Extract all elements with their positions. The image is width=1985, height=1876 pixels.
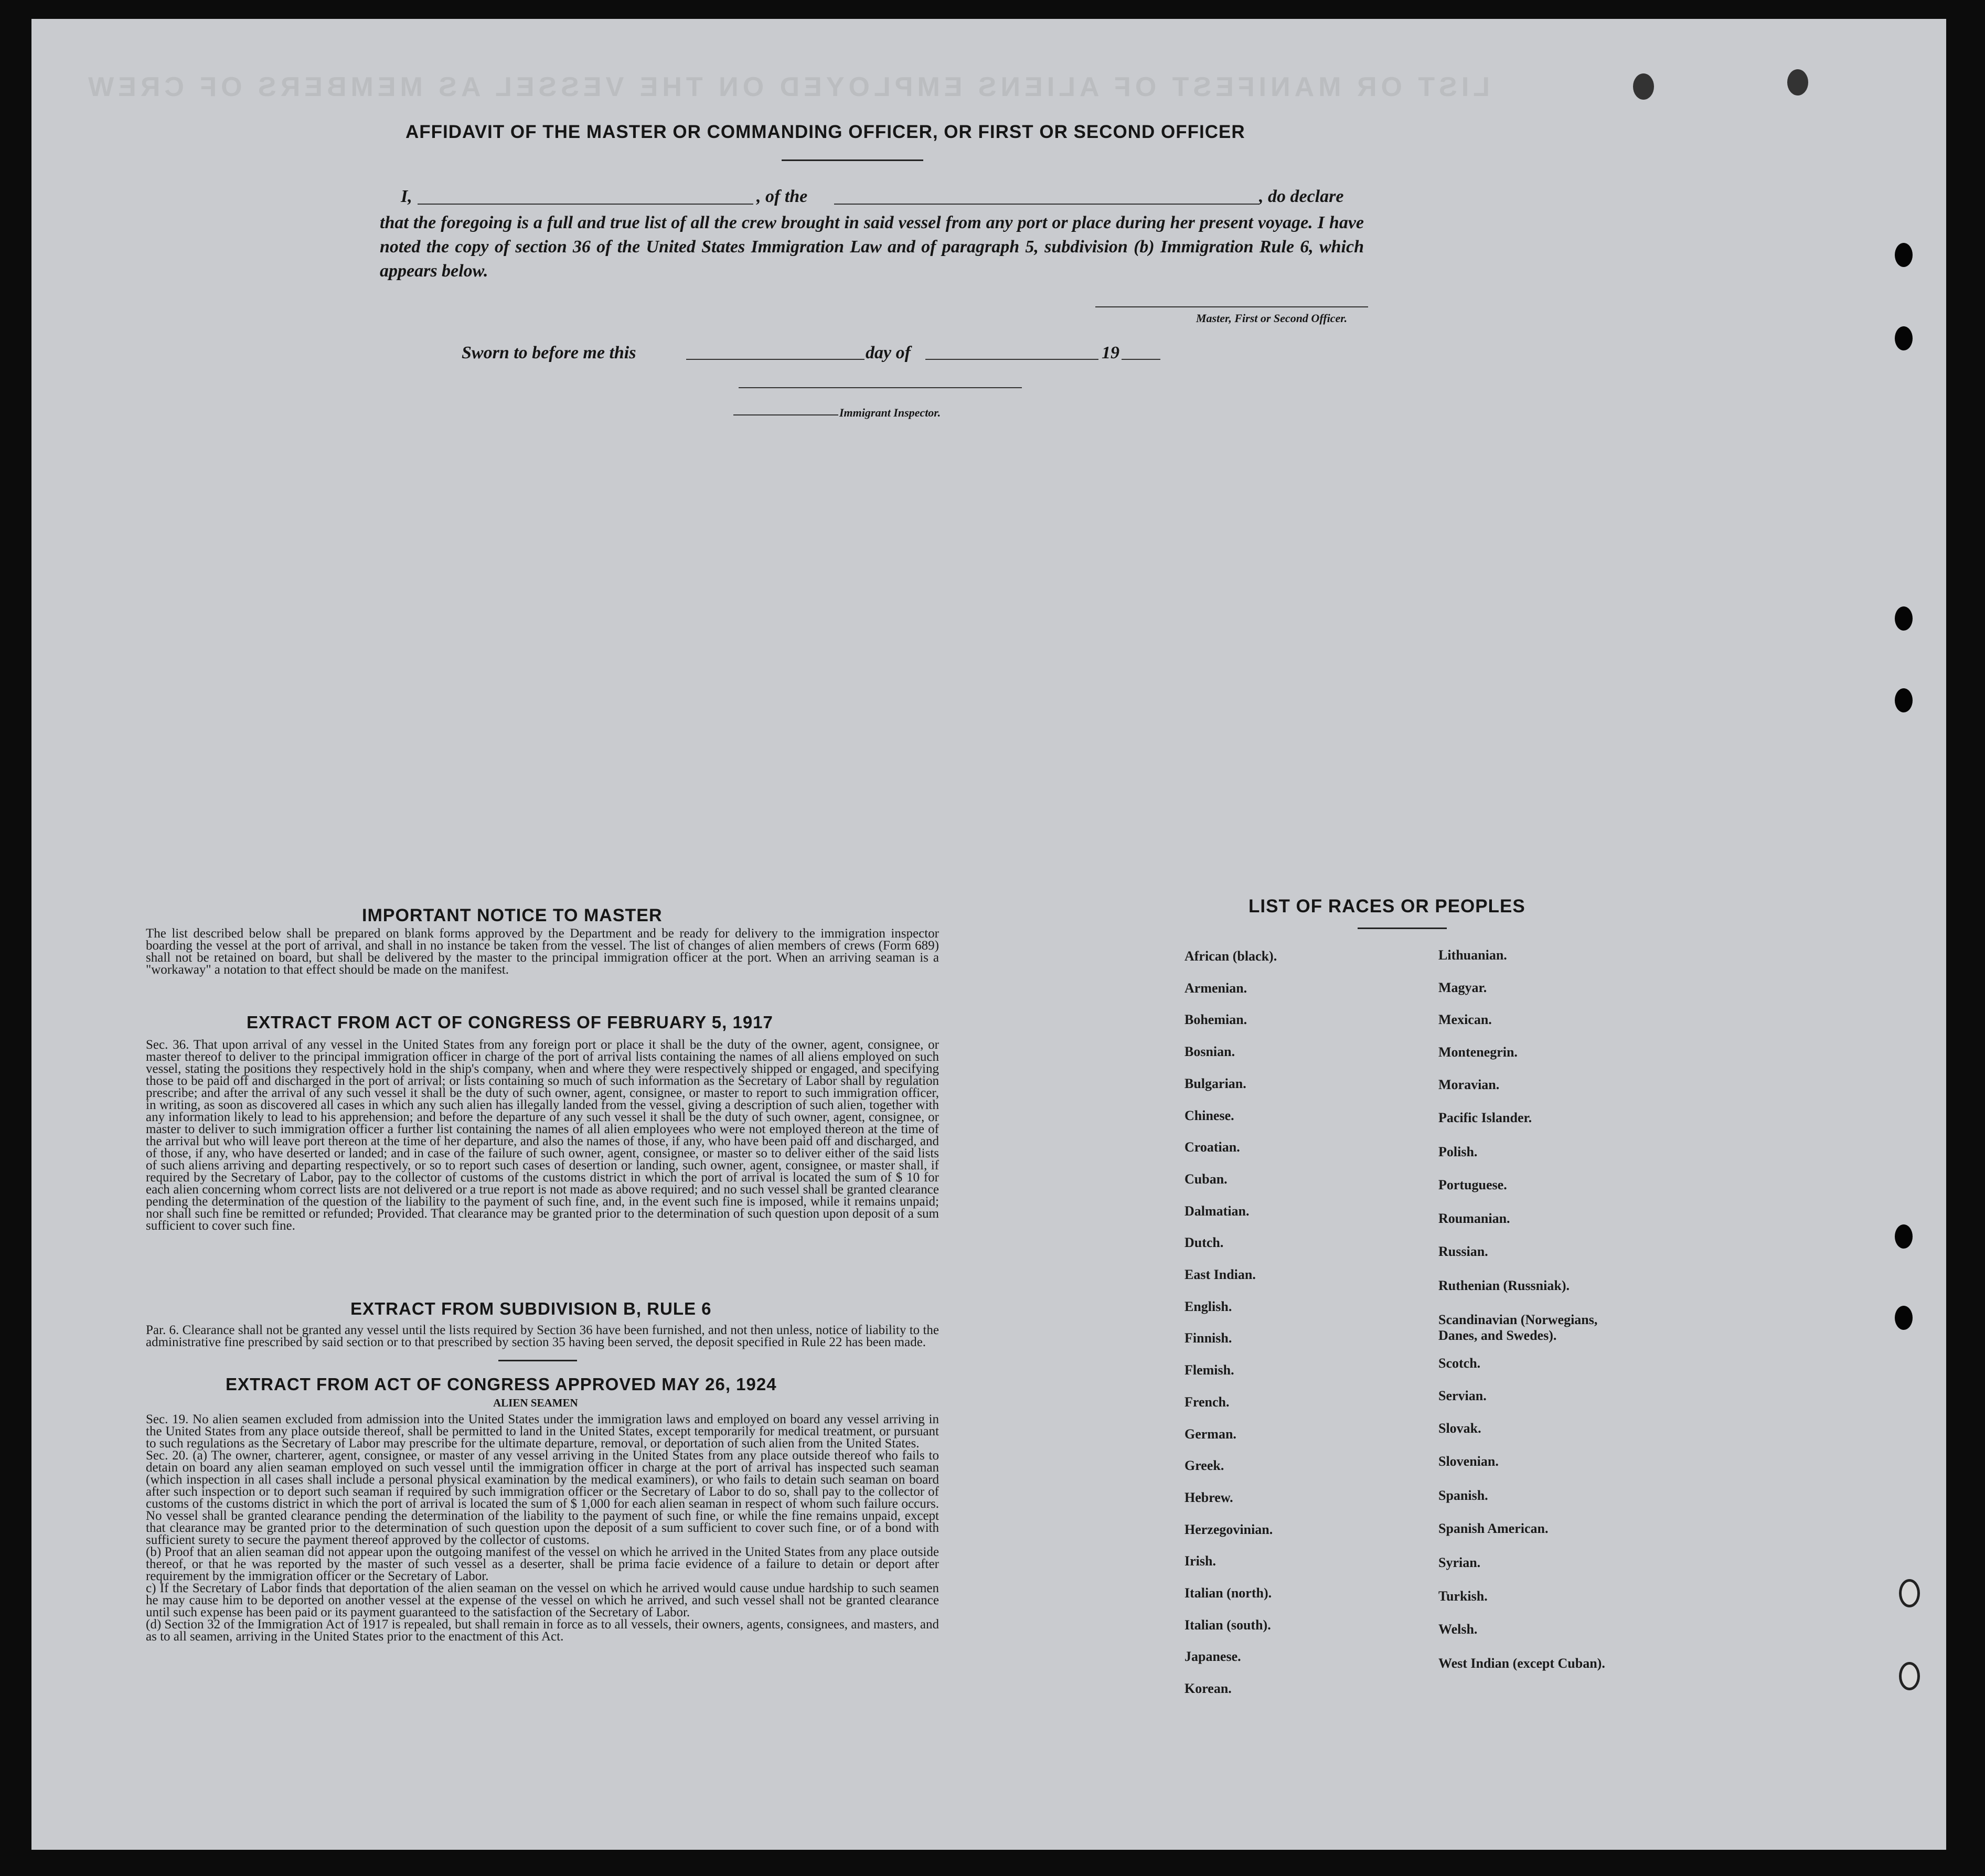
sec20c-text: c) If the Secretary of Labor finds that deportation of the alien seaman on the vessel on which he arrived would cause undue hardship to such seamen he may cause him to be deported on another vessel at the expense of the vessel on which he arrived, and such vessel shall not be granted clearance until such expense has been paid or its payment guaranteed to the satisfaction of the Secretary of Labor. [146,1581,939,1619]
extract-rule6-body: Par. 6. Clearance shall not be granted any vessel until the lists required by Section 36 have been furnished, and not then unless, notice of liability to the administrative fine prescribed by said section or to that prescribed by section 35 having been served, the deposit specified in Rule 22 has been made. [146,1323,939,1349]
signature-blank [1095,306,1368,307]
sec20b-text: (b) Proof that an alien seaman did not appear upon the outgoing manifest of the vessel on which he arrived in the United States from any place outside thereof, or that he was reported by the master of such vessel as a deserter, shall be prima facie evidence of a failure to detain or deport after requirement by the immigration officer or the Secretary of Labor. [146,1545,939,1583]
binder-hole [1895,1224,1913,1249]
day-of-label: day of [866,343,911,363]
race-item: Croatian. [1184,1139,1240,1155]
sec19-text: Sec. 19. No alien seamen excluded from admission into the United States under the immigration laws and employed on board any vessel arriving in the United States from any place outside thereof, shall be permitted to land in the United States, except temporarily for medical treatment, or pursuant to such regulations as the Secretary of Labor may prescribe for the ultimate departure, removal, or deportation of such alien from the United States. [146,1412,939,1451]
extract-1917-title: EXTRACT FROM ACT OF CONGRESS OF FEBRUARY 5, 1917 [247,1012,773,1032]
sworn-year-blank [1122,359,1160,360]
inspector-signature-blank [739,387,1022,388]
vessel-name-blank [834,204,1259,205]
inspector-caption: Immigrant Inspector. [839,406,941,419]
race-item: Finnish. [1184,1330,1232,1346]
extract-rule6-title: EXTRACT FROM SUBDIVISION B, RULE 6 [350,1299,712,1318]
race-item: Lithuanian. [1438,947,1507,963]
notice-title: IMPORTANT NOTICE TO MASTER [362,905,663,925]
race-item: Servian. [1438,1388,1487,1403]
declarant-name-blank [418,204,753,205]
race-item: Spanish. [1438,1488,1488,1503]
declarant-label: I, [401,187,412,206]
declare-label: , do declare [1259,187,1344,206]
race-item: Cuban. [1184,1171,1228,1187]
race-item: Irish. [1184,1553,1216,1569]
race-item: German. [1184,1426,1236,1442]
binder-hole [1895,1306,1913,1330]
sec20a-text: Sec. 20. (a) The owner, charterer, agent, consignee, or master of any vessel arriving in the United States from any place outside thereof who fails to detain on board any alien seaman employed on such vessel until the immigration officer in charge at the port of arrival has inspected such seaman (which inspection in all cases shall include a personal physical examination by the medical examiners), or who fails to detain such seaman on board after such inspection or to deport such seaman if required by such immigration officer or the Secretary of Labor to do so, shall pay to the collector of customs of the customs district in which the port of arrival is located the sum of $ 1,000 for each alien seaman in respect of whom such failure occurs. No vessel shall be granted clearance pending the determination of the liability to the payment of such fine, or while the fine remains unpaid, except that clearance may be granted prior to the determination of such question upon the deposit of a sum sufficient to cover such fine, or of a bond with sufficient surety to secure the payment thereof approved by the collector of customs. [146,1448,939,1547]
notice-body: The list described below shall be prepared on blank forms approved by the Department and be ready for delivery to the immigration inspector boarding the vessel at the port of arrival, and shall in no instance be taken from the vessel. The list of changes of alien members of crews (Form 689) shall not be retained on board, but shall be delivered by the master to the principal immigration officer at the port. When an arriving seaman is a "workaway" a notation to that effect should be made on the manifest. [146,926,939,977]
race-item: English. [1184,1299,1232,1314]
race-item: East Indian. [1184,1267,1256,1282]
race-item: Ruthenian (Russniak). [1438,1278,1570,1293]
extract-1924-subtitle: ALIEN SEAMEN [493,1397,578,1409]
year-label: 19 [1102,343,1119,363]
race-item: Japanese. [1184,1649,1241,1664]
race-item: Polish. [1438,1144,1478,1159]
race-item: Flemish. [1184,1362,1234,1378]
race-item: Greek. [1184,1458,1224,1473]
race-item: Pacific Islander. [1438,1110,1532,1125]
extract-1924-title: EXTRACT FROM ACT OF CONGRESS APPROVED MAY 26, 1924 [226,1374,777,1394]
race-item: Hebrew. [1184,1490,1233,1505]
race-item: Italian (south). [1184,1617,1271,1633]
race-item: Magyar. [1438,980,1487,995]
race-item: Welsh. [1438,1622,1478,1637]
sworn-month-blank [925,359,1098,360]
inspector-name-blank [733,414,838,415]
race-item: Portuguese. [1438,1177,1507,1192]
binder-hole [1895,606,1913,631]
section-rule [498,1360,577,1361]
affidavit-body: that the foregoing is a full and true list of all the crew brought in said vessel from any port or place during her present voyage. I have noted the copy of section 36 of the United States Immigration Law and of paragraph 5, subdivision (b) Immigration Rule 6, which appears below. [380,213,1364,281]
race-item: Bosnian. [1184,1044,1235,1059]
race-item: Bohemian. [1184,1012,1247,1027]
binder-ring [1899,1579,1920,1607]
race-item: Dutch. [1184,1235,1224,1250]
race-item: Montenegrin. [1438,1044,1518,1060]
races-title-underline [1358,928,1447,929]
race-item: Italian (north). [1184,1585,1272,1601]
race-item: Mexican. [1438,1012,1492,1027]
manifest-back-page [31,19,1946,1850]
binder-hole [1895,688,1913,712]
race-item: Korean. [1184,1681,1232,1696]
race-item: Scandinavian (Norwegians, Danes, and Swedes). [1438,1312,1598,1343]
race-item: Syrian. [1438,1555,1481,1570]
race-item: Dalmatian. [1184,1203,1250,1219]
extract-1917-body: Sec. 36. That upon arrival of any vessel in the United States from any foreign port or place it shall be the duty of the owner, agent, consignee, or master thereof to deliver to the principal immigration officer in charge of the port of arrival lists containing the names of all aliens employed on such vessel, stating the positions they respectively hold in the ship's company, when and where they were respectively shipped or engaged, and specifying those to be paid off and discharged in the port of arrival; or lists containing so much of such information as the Secretary of Labor shall by regulation prescribe; and after the arrival of any such vessel it shall be the duty of such owner, agent, consignee, or master to report to such immigration officer, in writing, as soon as discovered all cases in which any such alien has illegally landed from the vessel, giving a description of such alien, together with any information likely to lead to his apprehension; and before the departure of any such vessel it shall be the duty of such owner, agent, consignee, or master to deliver to such immigration officer a further list containing the names of all alien employees who were not employed thereon at the time of the arrival but who will leave port thereon at the time of her departure, and also the names of those, if any, who have been paid off and discharged, and of those, if any, who have deserted or landed; and in case of the failure of such owner, agent, consignee, or master so to deliver either of the said lists of such aliens arriving and departing respectively, or so to report such cases of desertion or landing, such owner, agent, consignee, or master shall, if required by the Secretary of Labor, pay to the collector of customs of the customs district in which the port of arrival is located the sum of $ 10 for each alien concerning whom correct lists are not delivered or a true report is not made as above required; and no such vessel shall be granted clearance pending the determination of the question of the liability to the payment of such fine, and, in the event such fine is imposed, while it remains unpaid; nor shall such fine be remitted or refunded; Provided. That clearance may be granted prior to the determination of such question upon deposit of a sum sufficient to cover such fine. [146,1038,939,1233]
race-item: Moravian. [1438,1077,1500,1092]
race-item: Russian. [1438,1244,1488,1259]
race-item: French. [1184,1394,1230,1410]
race-item: West Indian (except Cuban). [1438,1656,1605,1671]
sec20d-text: (d) Section 32 of the Immigration Act of 1917 is repealed, but shall remain in force as to all vessels, their owners, agents, consignees, and masters, and as to all seamen, arriving in the United States prior to the enactment of this Act. [146,1617,939,1644]
race-item: Armenian. [1184,980,1247,996]
extract-1924-sections [146,1413,939,1643]
race-item: Turkish. [1438,1589,1488,1604]
race-item: Scotch. [1438,1356,1481,1371]
races-title: LIST OF RACES OR PEOPLES [1248,896,1525,916]
of-the-label: , of the [756,187,808,206]
race-item: Roumanian. [1438,1211,1510,1226]
binder-hole [1633,73,1654,100]
sworn-day-blank [686,359,865,360]
race-item: Chinese. [1184,1108,1234,1123]
race-item: Slovenian. [1438,1454,1499,1469]
race-item: Herzegovinian. [1184,1522,1273,1537]
race-item: African (black). [1184,948,1277,964]
race-item: Slovak. [1438,1421,1481,1436]
binder-hole [1787,69,1808,95]
title-underline [782,159,923,161]
affidavit-title: AFFIDAVIT OF THE MASTER OR COMMANDING OFFICER, OR FIRST OR SECOND OFFICER [405,122,1245,142]
sworn-label: Sworn to before me this [462,343,636,363]
binder-ring [1899,1662,1920,1690]
race-item: Bulgarian. [1184,1076,1246,1091]
binder-hole [1895,326,1913,350]
race-item: Spanish American. [1438,1521,1549,1536]
bleed-through-text: LIST OR MANIFEST OF ALIENS EMPLOYED ON THE VESSEL AS MEMBERS OF CREW [84,72,1490,102]
binder-hole [1895,243,1913,267]
signature-caption: Master, First or Second Officer. [1196,312,1348,325]
